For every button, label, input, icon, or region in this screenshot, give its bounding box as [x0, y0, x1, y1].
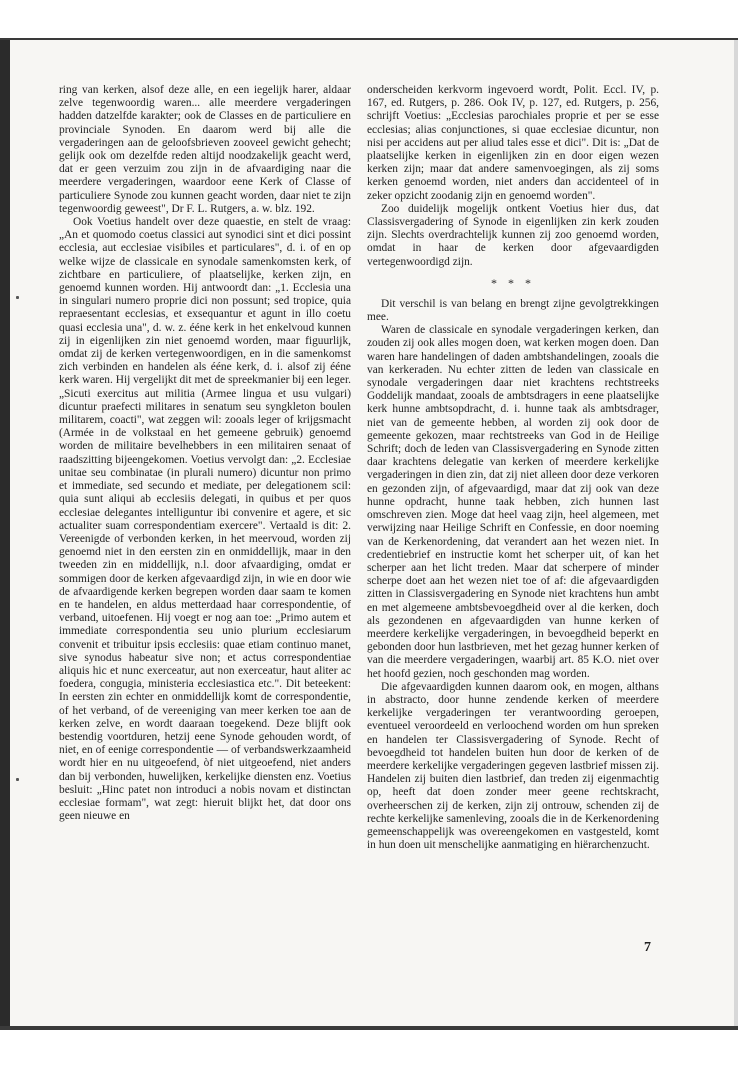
left-column [59, 84, 351, 823]
scan-edge-left [0, 40, 10, 1030]
paragraph: Waren de classicale en synodale vergaderingen kerken, dan zouden zij ook alles mogen doen, wat kerken mogen doen. Dan waren hare handelingen of daden ambtshandelingen, zooals die van kerkeraden. Nu echter zitten de leden van classicale en synodale vergaderingen daar niet krachtens rechtstreeks Goddelijk mandaat, zooals de ambtsdragers in eene plaatselijke kerk hunne ambtsopdracht, d. i. hunne taak als ambtsdrager, niet van de gemeente hebben, al worden zij ook door de gemeente gekozen, maar rechtstreeks van God in de Heilige Schrift; doch de leden van Classisvergadering en Synode zitten daar krachtens delegatie van kerken of meerdere kerkelijke vergaderingen in dien zin, dat zij niet alleen door deze verkoren en gezonden zijn, of afgevaardigd, maar dat zij ook van deze hunne opdracht, hunne taak hebben, zich hunnen last omschreven zien. Moge dat heel vaag zijn, heel algemeen, met verwijzing naar Heilige Schrift en Confessie, en door noeming van de Kerkenordening, dat verandert aan het wezen niet. In credentiebrief en instructie komt het scherper uit, of kan het scherper aan het licht treden. Maar dat scherpere of minder scherpe doet aan het wezen niet toe of af: die afgevaardigden zitten in Classisvergadering en Synode niet krachtens hun ambt en met algemeene ambtsbevoegdheid over al die kerken, doch als gezondenen en afgevaardigden van hunne kerken of meerdere kerkelijke vergaderingen, in bevoegdheid beperkt en gebonden door hun lastbrieven, met het gezag hunner kerken of van die meerdere vergaderingen, waarbij art. 85 K.O. niet over het hoofd gezien, noch geschonden mag worden. [367, 324, 659, 680]
paragraph: Dit verschil is van belang en brengt zijne gevolgtrekkingen mee. [367, 297, 659, 324]
section-separator: * * * [491, 275, 535, 290]
scan-margin-top [0, 0, 738, 40]
page-number: 7 [644, 940, 651, 955]
right-column [367, 84, 659, 852]
paragraph: Die afgevaardigden kunnen daarom ook, en mogen, althans in abstracto, door hunne zendende kerken of meerdere kerkelijke vergaderingen ter verantwoording geroepen, eventueel veroordeeld en verloochend worden om hun spreken en handelen ter Classisvergadering of Synode. Recht of bevoegdheid tot handelen buiten hun door de kerken of de meerdere kerkelijke vergaderingen gegeven lastbrief missen zij. Handelen zij buiten dien lastbrief, dan treden zij eigenmachtig op, heeft dat doen zonder meer geene rechtskracht, overheerschen zij de kerken, zijn zij ontrouw, schenden zij de rechte kerkelijke samenleving, zooals die in de Kerkenordening gemeenschappelijk was overeengekomen en vastgesteld, komt in hun doen uit menschelijke aanmatiging en hiërarchenzucht. [367, 680, 659, 852]
margin-mark [16, 296, 19, 299]
scan-edge-bottom [0, 1026, 738, 1030]
margin-mark [16, 778, 19, 781]
paragraph: onderscheiden kerkvorm ingevoerd wordt, Polit. Eccl. IV, p. 167, ed. Rutgers, p. 286. Ook IV, p. 127, ed. Rutgers, p. 256, schrijft Voetius: „Ecclesias parochiales proprie et per se esse ecclesias; alias conjunctiones, si quae ecclesiae dicuntur, non nisi per accidens aut per aliud tales esse et dici". Dit is: „Dat de plaatselijke kerken in eigenlijken zin en door eigen wezen kerken zijn; maar dat andere samenvoegingen, als zij soms kerken genoemd worden, niet anders dan accidenteel of in zeker opzicht zoodanig zijn en genoemd worden". [367, 84, 659, 202]
paragraph: Zoo duidelijk mogelijk ontkent Voetius hier dus, dat Classisvergadering of Synode in eigenlijken zin kerk zouden zijn. Slechts overdrachtelijk kunnen zij zoo genoemd worden, omdat in haar de kerken door afgevaardigden vertegenwoordigd zijn. [367, 202, 659, 268]
scan-edge-right [734, 40, 738, 1030]
paragraph: Ook Voetius handelt over deze quaestie, en stelt de vraag: „An et quomodo coetus classici aut synodici sint et dici possint ecclesia, aut ecclesiae visibiles et particulares", d. i. of en op welke wijze de classicale en synodale samenkomsten kerk, of zichtbare en particuliere, of plaatselijke, kerken zijn, en genoemd kunnen worden. Hij antwoordt dan: „1. Ecclesia una in singulari numero proprie dici non possunt; sed tropice, quia repraesentant ecclesias, et exsequantur et agunt in illo coetu quasi ecclesia una", d. w. z. ééne kerk in het enkelvoud kunnen zij in eigenlijken zin niet genoemd worden, maar figuurlijk, omdat zij de kerken vertegenwoordigen, en in die samenkomst zich verbinden en handelen als ééne kerk, d. i. alsof zij ééne kerk waren. Hij vergelijkt dit met de spreekmanier bij een leger. „Sicuti exercitus aut militia (Armee lingua et usu vulgari) dicuntur praefecti militares in senatum seu syngkleton boulen militarem, coacti", wat zeggen wil: zooals leger of krijgsmacht (Armée in de volkstaal en het gemeene gebruik) genoemd worden de militaire bevelhebbers in een militairen senaat of raadszitting bijeengekomen. Voetius vervolgt dan: „2. Ecclesiae unitae seu combinatae (in plurali numero) dicuntur non primo et immediate, sed secundo et mediate, per delegationem scil: quia sunt aliqui ab ecclesiis delegati, in quibus et per quos ecclesiae delegantes intelliguntur ibi convenire et agere, et sic actualiter suam correspondentiam exercere". Vertaald is dit: 2. Vereenigde of verbonden kerken, in het meervoud, worden zij genoemd niet in den eersten zin en onmiddellijk, maar in den tweeden zin en middellijk, n.l. door afvaardiging, omdat er sommigen door de kerken afgevaardigd zijn, in wie en door wie de afvaardigende kerken begrepen worden daar saam te komen en te handelen, en aldus metterdaad haar correspondentie, of verband, uitoefenen. Hij voegt er nog aan toe: „Primo autem et immediate correspondentia seu unio plurium ecclesiarum convenit et tribuitur ipsis ecclesiis: quae etiam continuo manet, sive synodus habeatur sive non; et actus correspondentiae aliquis hic et nunc exerceatur, aut non exerceatur, haut aliter ac foedera, congugia, ministeria ecclesiastica etc.". Dit beteekent: In eersten zin echter en onmiddellijk komt de correspondentie, of het verband, of de vereeniging van meer kerken toe aan de kerken zelve, en wordt daaraan toegekend. Deze blijft ook bestendig voortduren, hetzij eene Synode gehouden wordt, of niet, en of eenige correspondentie — of verbandswerkzaamheid wordt hier en nu uitgeoefend, òf niet uitgeoefend, niet anders dan bij verbonden, huwelijken, kerkelijke diensten enz. Voetius besluit: „Hinc patet non introduci a nobis novam et distinctan ecclesiae formam", wat zegt: hieruit blijkt het, dat door ons geen nieuwe en [59, 216, 351, 823]
paragraph: ring van kerken, alsof deze alle, en een iegelijk harer, aldaar zelve tegenwoordig waren... alle meerdere vergaderingen hadden datzelfde karakter; ook de Classes en de particuliere en provinciale Synoden. En daarom werd bij alle die vergaderingen aan de geloofsbrieven zooveel gewicht gehecht; gelijk ook om dezelfde reden altijd noodzakelijk geacht werd, dat er geen verzuim zou zijn in de afvaardiging naar die meerdere vergaderingen, waardoor eene Kerk of Classe of particuliere Synode zou kunnen geacht worden, daar niet te zijn tegenwoordig geweest", Dr F. L. Rutgers, a. w. blz. 192. [59, 84, 351, 215]
